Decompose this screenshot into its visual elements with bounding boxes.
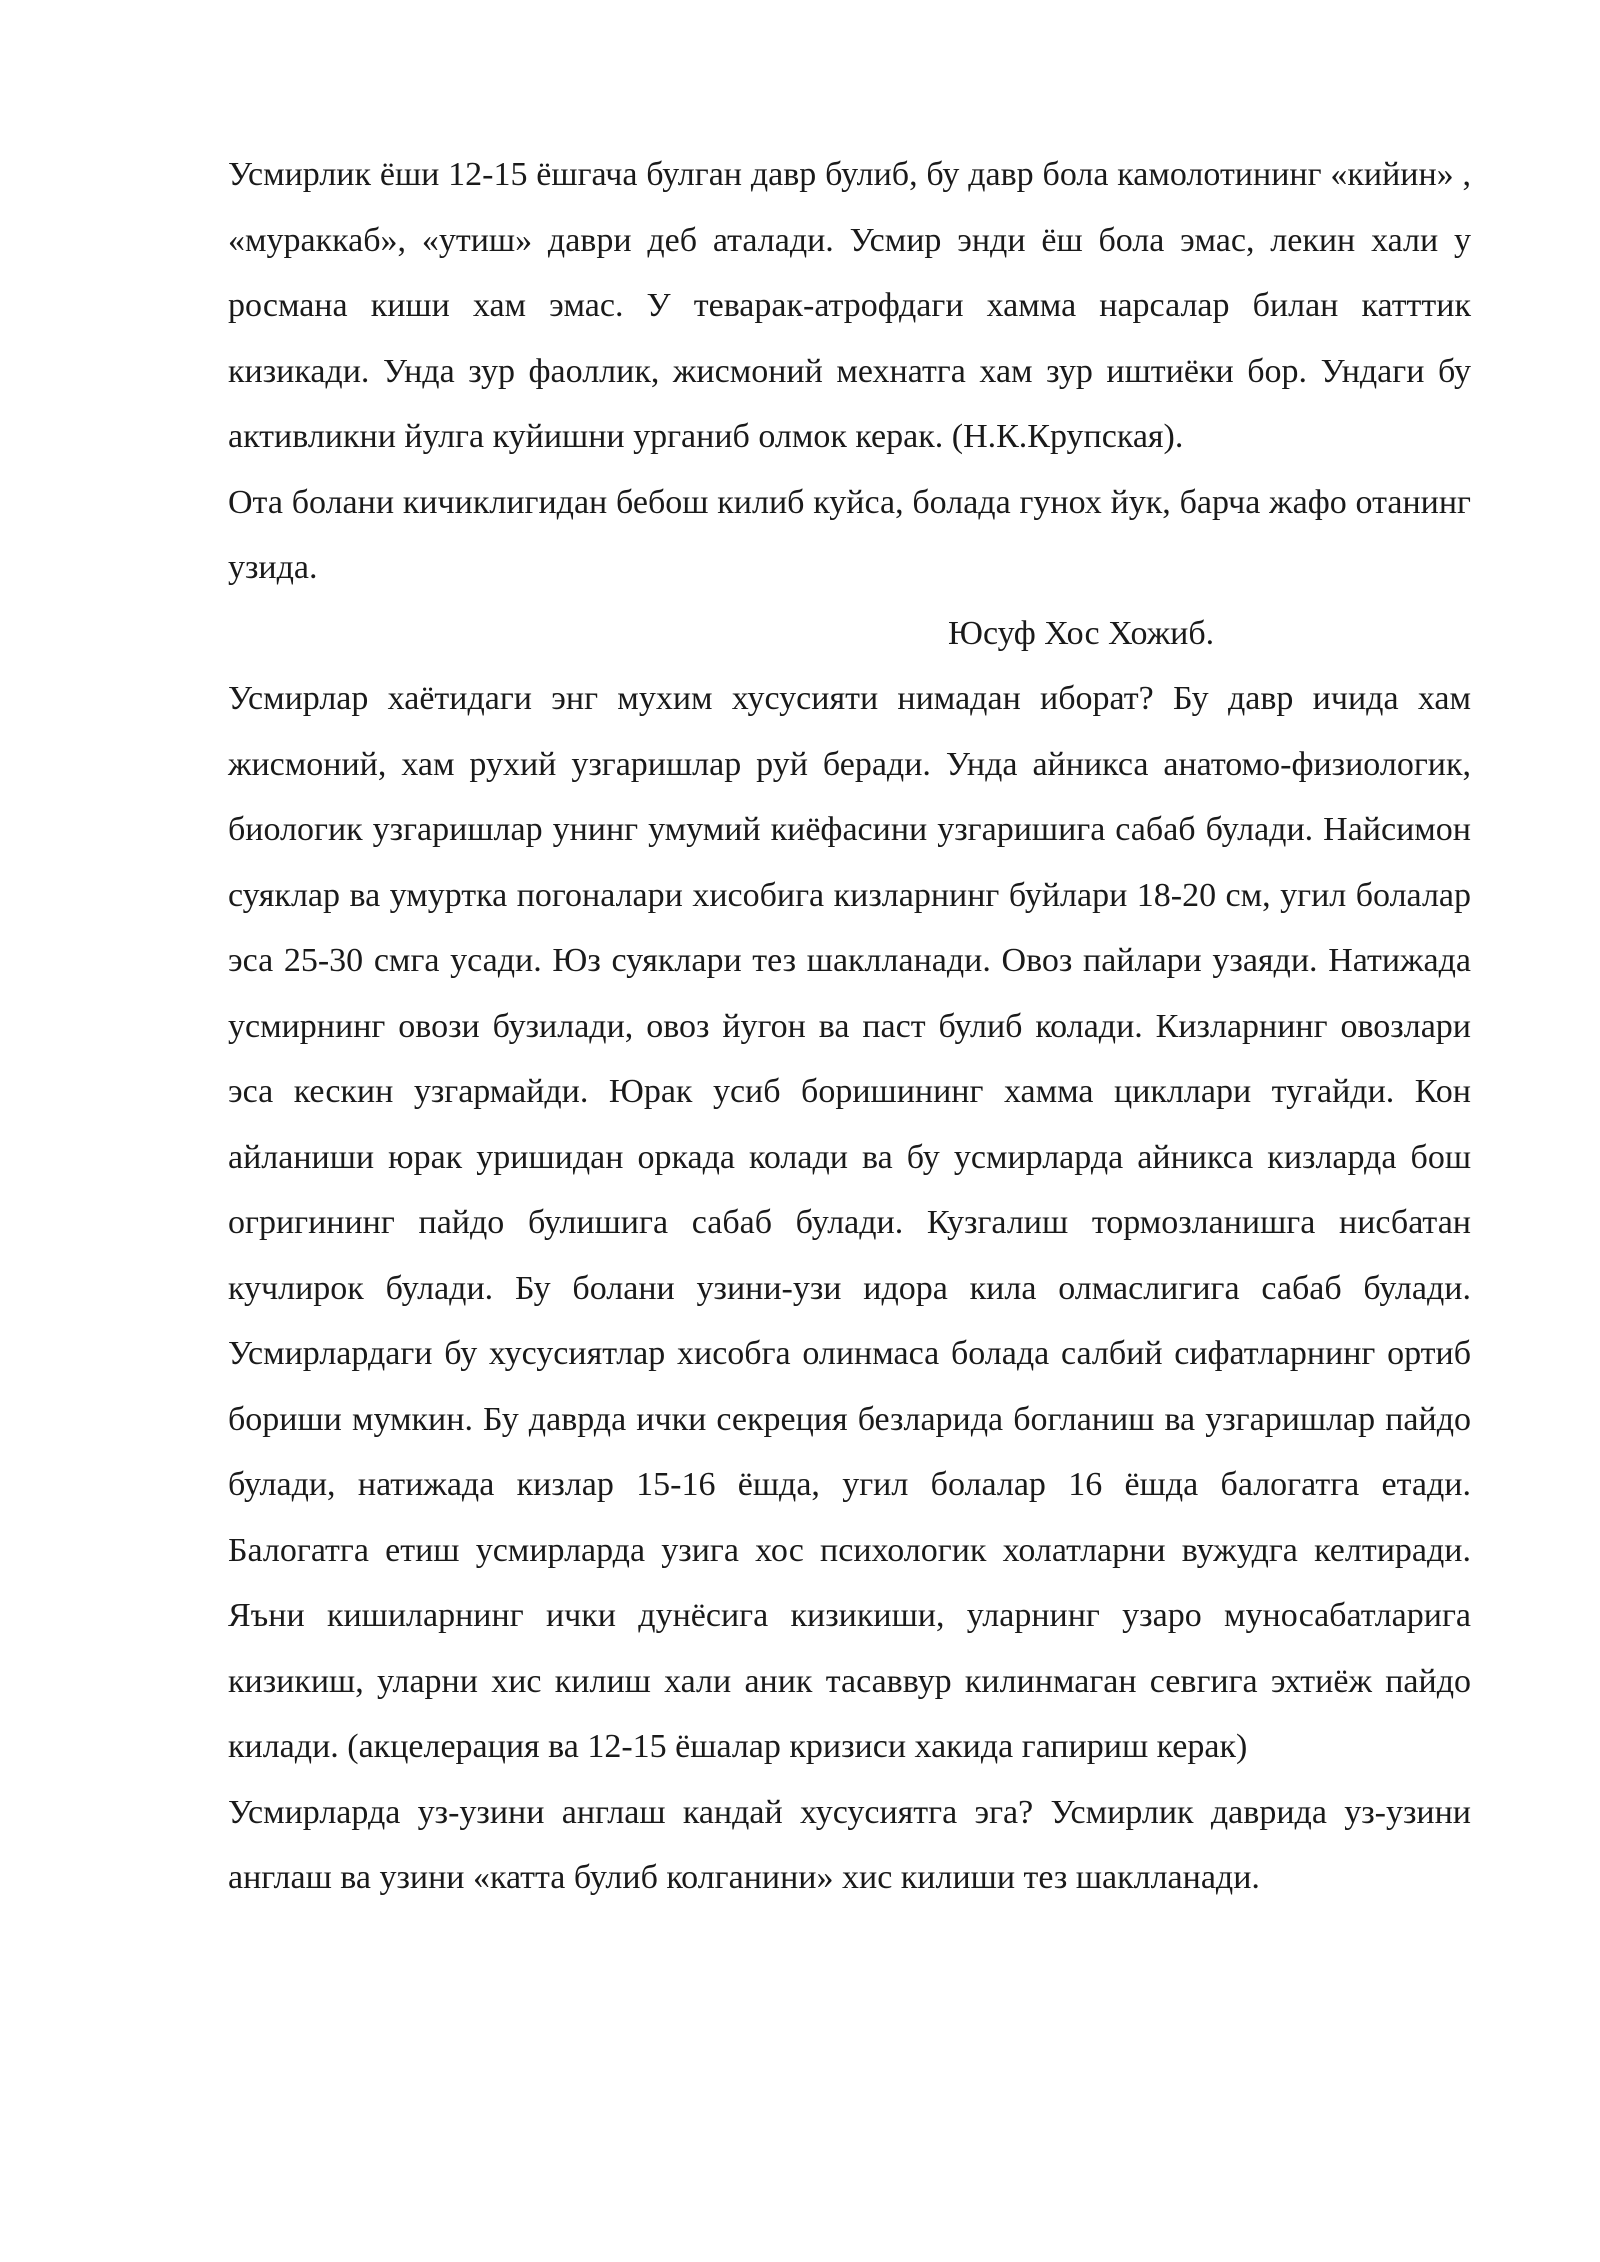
paragraph-main: Усмирлар хаётидаги энг мухим хусусияти нимадан иборат? Бу давр ичида хам жисмоний, хам рухий узгаришлар руй беради. Унда айникса анатомо-физиологик, биологик узгаришлар унинг умумий киёфасини узгаришига сабаб булади. Найсимон суяклар ва умуртка погоналари хисобига кизларнинг буйлари 18-20 см, угил болалар эса 25-30 смга усади. Юз суяклари тез шаклланади. Овоз пайлари узаяди. Натижада усмирнинг овози бузилади, овоз йугон ва паст булиб колади. Кизларнинг овозлари эса кескин узгармайди. Юрак усиб боришининг хамма цикллари тугайди. Кон айланиши юрак уришидан оркада колади ва бу усмирларда айникса кизларда бош огригининг пайдо булишига сабаб булади. Кузгалиш тормозланишга нисбатан кучлирок булади. Бу болани узини-узи идора кила олмаслигига сабаб булади. Усмирлардаги бу хусусиятлар хисобга олинмаса болада салбий сифатларнинг ортиб бориши мумкин. Бу даврда ички секреция безларида богланиш ва узгаришлар пайдо булади, натижада кизлар 15-16 ёшда, угил болалар 16 ёшда балогатга етади. Балогатга етиш усмирларда узига хос психологик холатларни вужудга келтиради. Яъни кишиларнинг ички дунёсига кизикиши, уларнинг узаро муносабатларига кизикиш, уларни хис килиш хали аник тасаввур килинмаган севгига эхтиёж пайдо килади. (акцелерация ва 12-15 ёшалар кризиси хакида гапириш керак)	[228, 680, 1471, 1765]
document-page	[228, 142, 1471, 1911]
quote-author: Юсуф Хос Хожиб.	[948, 614, 1215, 652]
paragraph-quote: Ота болани кичиклигидан бебош килиб куйса, болада гунох йук, барча жафо отанинг узида.	[228, 483, 1471, 586]
paragraph-intro: Усмирлик ёши 12-15 ёшгача булган давр булиб, бу давр бола камолотининг «кийин» , «мураккаб», «утиш» даври деб аталади. Усмир энди ёш бола эмас, лекин хали у росмана киши хам эмас. У теварак-атрофдаги хамма нарсалар билан катттик кизикади. Унда зур фаоллик, жисмоний мехнатга хам зур иштиёки бор. Ундаги бу активликни йулга куйишни урганиб олмок керак. (Н.К.Крупская).	[228, 156, 1471, 455]
paragraph-self-awareness: Усмирларда уз-узини англаш кандай хусусиятга эга? Усмирлик даврида уз-узини англаш ва узини «катта булиб колганини» хис килиши тез шаклланади.	[228, 1793, 1471, 1896]
